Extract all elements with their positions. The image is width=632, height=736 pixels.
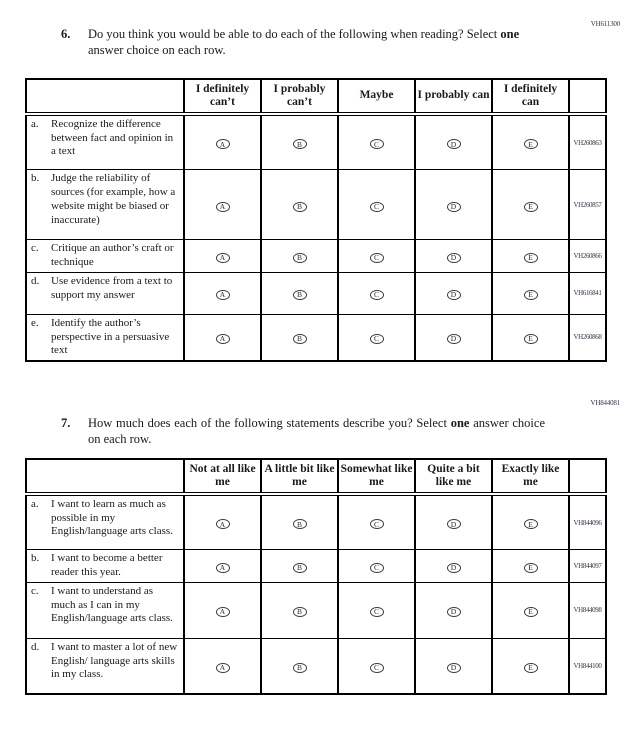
row-letter: b. [31, 172, 40, 185]
q7-row-b-opt-4 [415, 550, 492, 583]
answer-bubble-b[interactable]: B [293, 253, 307, 263]
q6-row-e-opt-3 [338, 314, 415, 361]
q6-col-header-1: I definitely can’t [184, 79, 261, 114]
row-letter: a. [31, 117, 39, 130]
q6-row-a-opt-5 [492, 114, 569, 170]
answer-bubble-b[interactable]: B [293, 563, 307, 573]
q7-row-d-opt-5 [492, 638, 569, 694]
answer-bubble-d[interactable]: D [447, 663, 461, 673]
q7-col-header-4: Quite a bit like me [415, 459, 492, 494]
q7-row-a-opt-5 [492, 494, 569, 550]
q7-row-c-label [26, 582, 184, 638]
answer-bubble-b[interactable]: B [293, 202, 307, 212]
answer-bubble-c[interactable]: C [370, 334, 384, 344]
q7-row-d-opt-2 [261, 638, 338, 694]
q6-row-a-opt-4 [415, 114, 492, 170]
q6-col-header-2: I probably can’t [261, 79, 338, 114]
row-item-code: VH844100 [569, 638, 606, 694]
answer-bubble-a[interactable]: A [216, 202, 230, 212]
answer-bubble-a[interactable]: A [216, 253, 230, 263]
row-item-code: VH844098 [569, 582, 606, 638]
answer-bubble-b[interactable]: B [293, 334, 307, 344]
q7-row-a-opt-2 [261, 494, 338, 550]
answer-bubble-c[interactable]: C [370, 290, 384, 300]
q7-col-header-3: Somewhat like me [338, 459, 415, 494]
answer-bubble-e[interactable]: E [524, 663, 538, 673]
row-text: Recognize the difference between fact and opinion in a text [51, 117, 174, 158]
row-item-code: VH844097 [569, 550, 606, 583]
answer-bubble-e[interactable]: E [524, 563, 538, 573]
answer-bubble-a[interactable]: A [216, 139, 230, 149]
q6-header-empty [26, 79, 184, 114]
q6-row-b-opt-4 [415, 170, 492, 240]
q6-row-b [26, 170, 606, 240]
answer-bubble-d[interactable]: D [447, 334, 461, 344]
q7-row-b-label [26, 550, 184, 583]
answer-bubble-b[interactable]: B [293, 663, 307, 673]
q6-row-e-opt-5 [492, 314, 569, 361]
q6-header-code-empty [569, 79, 606, 114]
q6-row-b-label [26, 170, 184, 240]
q6-row-d-opt-5 [492, 272, 569, 314]
q7-row-d-label [26, 638, 184, 694]
row-letter: d. [31, 640, 40, 653]
q7-row-c-opt-4 [415, 582, 492, 638]
answer-bubble-a[interactable]: A [216, 290, 230, 300]
q7-col-header-2: A little bit like me [261, 459, 338, 494]
answer-bubble-e[interactable]: E [524, 334, 538, 344]
q7-row-c-opt-1 [184, 582, 261, 638]
q7-col-header-1: Not at all like me [184, 459, 261, 494]
question-6-prompt-start: Do you think you would be able to do each of the following when reading? Select [88, 27, 498, 41]
q6-row-e-opt-2 [261, 314, 338, 361]
q7-row-c [26, 582, 606, 638]
row-item-code: VH260868 [569, 314, 606, 361]
answer-bubble-c[interactable]: C [370, 563, 384, 573]
row-text: I want to become a better reader this year. [51, 552, 163, 578]
q6-row-d [26, 272, 606, 314]
answer-bubble-c[interactable]: C [370, 607, 384, 617]
q7-header-code-empty [569, 459, 606, 494]
row-item-code: VH260863 [569, 114, 606, 170]
answer-bubble-c[interactable]: C [370, 139, 384, 149]
q6-row-c-opt-1 [184, 240, 261, 273]
answer-bubble-a[interactable]: A [216, 563, 230, 573]
q7-row-c-opt-3 [338, 582, 415, 638]
answer-bubble-e[interactable]: E [524, 607, 538, 617]
q6-row-c-opt-3 [338, 240, 415, 273]
answer-bubble-b[interactable]: B [293, 290, 307, 300]
answer-bubble-d[interactable]: D [447, 139, 461, 149]
q6-col-header-4: I probably can [415, 79, 492, 114]
q6-row-c-opt-5 [492, 240, 569, 273]
q7-row-c-opt-5 [492, 582, 569, 638]
q7-row-a [26, 494, 606, 550]
row-letter: b. [31, 552, 40, 565]
question-7-prompt-bold: one [450, 416, 470, 430]
item-code-q7: VH844081 [590, 399, 620, 407]
answer-bubble-b[interactable]: B [293, 139, 307, 149]
q7-row-a-label [26, 494, 184, 550]
row-text: I want to understand as much as I can in my English/language arts class. [51, 584, 173, 625]
q7-header-row [26, 459, 606, 494]
question-6-number: 6. [61, 27, 71, 41]
q6-row-c [26, 240, 606, 273]
row-item-code: VH260857 [569, 170, 606, 240]
q6-row-e-label [26, 314, 184, 361]
answer-bubble-c[interactable]: C [370, 663, 384, 673]
answer-bubble-e[interactable]: E [524, 253, 538, 263]
row-item-code: VH616841 [569, 272, 606, 314]
q7-row-c-opt-2 [261, 582, 338, 638]
row-letter: e. [31, 316, 39, 329]
q6-header-row [26, 79, 606, 114]
q6-row-a-opt-1 [184, 114, 261, 170]
question-7-table [25, 458, 607, 695]
q6-row-b-opt-2 [261, 170, 338, 240]
q6-row-d-opt-4 [415, 272, 492, 314]
answer-bubble-d[interactable]: D [447, 290, 461, 300]
answer-bubble-b[interactable]: B [293, 519, 307, 529]
answer-bubble-c[interactable]: C [370, 519, 384, 529]
q7-row-d-opt-3 [338, 638, 415, 694]
row-letter: a. [31, 497, 39, 510]
q7-row-d-opt-1 [184, 638, 261, 694]
row-text: Use evidence from a text to support my answer [51, 274, 173, 301]
q7-row-a-opt-4 [415, 494, 492, 550]
question-6-prompt [88, 26, 545, 58]
question-7 [61, 415, 545, 447]
q7-row-d [26, 638, 606, 694]
q7-row-b-opt-3 [338, 550, 415, 583]
q7-row-b-opt-1 [184, 550, 261, 583]
row-letter: d. [31, 274, 40, 287]
q6-row-b-opt-1 [184, 170, 261, 240]
q6-row-a-label [26, 114, 184, 170]
question-7-number: 7. [61, 416, 71, 430]
q6-row-c-opt-4 [415, 240, 492, 273]
answer-bubble-b[interactable]: B [293, 607, 307, 617]
q6-row-d-opt-1 [184, 272, 261, 314]
answer-bubble-d[interactable]: D [447, 202, 461, 212]
question-7-prompt [88, 415, 545, 447]
row-text: I want to learn as much as possible in my English/language arts class. [51, 497, 173, 538]
q7-row-a-opt-1 [184, 494, 261, 550]
q6-col-header-3: Maybe [338, 79, 415, 114]
question-6-prompt-bold: one [500, 27, 520, 41]
answer-bubble-a[interactable]: A [216, 519, 230, 529]
answer-bubble-d[interactable]: D [447, 563, 461, 573]
q6-row-d-label [26, 272, 184, 314]
row-letter: c. [31, 584, 39, 597]
q6-row-e-opt-1 [184, 314, 261, 361]
row-text: Judge the reliability of sources (for example, how a website might be biased or inaccurate) [51, 172, 176, 226]
answer-bubble-d[interactable]: D [447, 253, 461, 263]
row-text: I want to master a lot of new English/ language arts skills in my class. [51, 640, 178, 681]
q7-col-header-5: Exactly like me [492, 459, 569, 494]
answer-bubble-d[interactable]: D [447, 607, 461, 617]
q7-row-a-opt-3 [338, 494, 415, 550]
answer-bubble-e[interactable]: E [524, 139, 538, 149]
q6-row-a-opt-2 [261, 114, 338, 170]
question-7-prompt-start: How much does each of the following statements describe you? Select [88, 416, 447, 430]
answer-bubble-e[interactable]: E [524, 519, 538, 529]
q7-row-b [26, 550, 606, 583]
row-item-code: VH844096 [569, 494, 606, 550]
question-6-prompt-end: answer choice on each row. [88, 43, 226, 57]
question-6 [61, 26, 545, 58]
q6-row-d-opt-3 [338, 272, 415, 314]
answer-bubble-c[interactable]: C [370, 202, 384, 212]
answer-bubble-c[interactable]: C [370, 253, 384, 263]
q6-row-c-opt-2 [261, 240, 338, 273]
q7-header-empty [26, 459, 184, 494]
answer-bubble-a[interactable]: A [216, 607, 230, 617]
q6-row-d-opt-2 [261, 272, 338, 314]
answer-bubble-e[interactable]: E [524, 290, 538, 300]
answer-bubble-e[interactable]: E [524, 202, 538, 212]
q6-row-a [26, 114, 606, 170]
answer-bubble-d[interactable]: D [447, 519, 461, 529]
answer-bubble-a[interactable]: A [216, 663, 230, 673]
row-item-code: VH260866 [569, 240, 606, 273]
q6-row-b-opt-5 [492, 170, 569, 240]
q6-row-c-label [26, 240, 184, 273]
q6-row-a-opt-3 [338, 114, 415, 170]
row-text: Identify the author’s perspective in a persuasive text [51, 316, 170, 357]
q7-row-b-opt-2 [261, 550, 338, 583]
q6-row-b-opt-3 [338, 170, 415, 240]
row-letter: c. [31, 242, 39, 255]
row-text: Critique an author’s craft or technique [51, 242, 174, 268]
q7-row-b-opt-5 [492, 550, 569, 583]
q6-row-e [26, 314, 606, 361]
q7-row-d-opt-4 [415, 638, 492, 694]
answer-bubble-a[interactable]: A [216, 334, 230, 344]
question-7-prompt-end: answer choice on each row. [88, 416, 545, 446]
q6-col-header-5: I definitely can [492, 79, 569, 114]
question-6-table [25, 78, 607, 362]
q6-row-e-opt-4 [415, 314, 492, 361]
item-code-q6: VH611300 [590, 20, 620, 28]
